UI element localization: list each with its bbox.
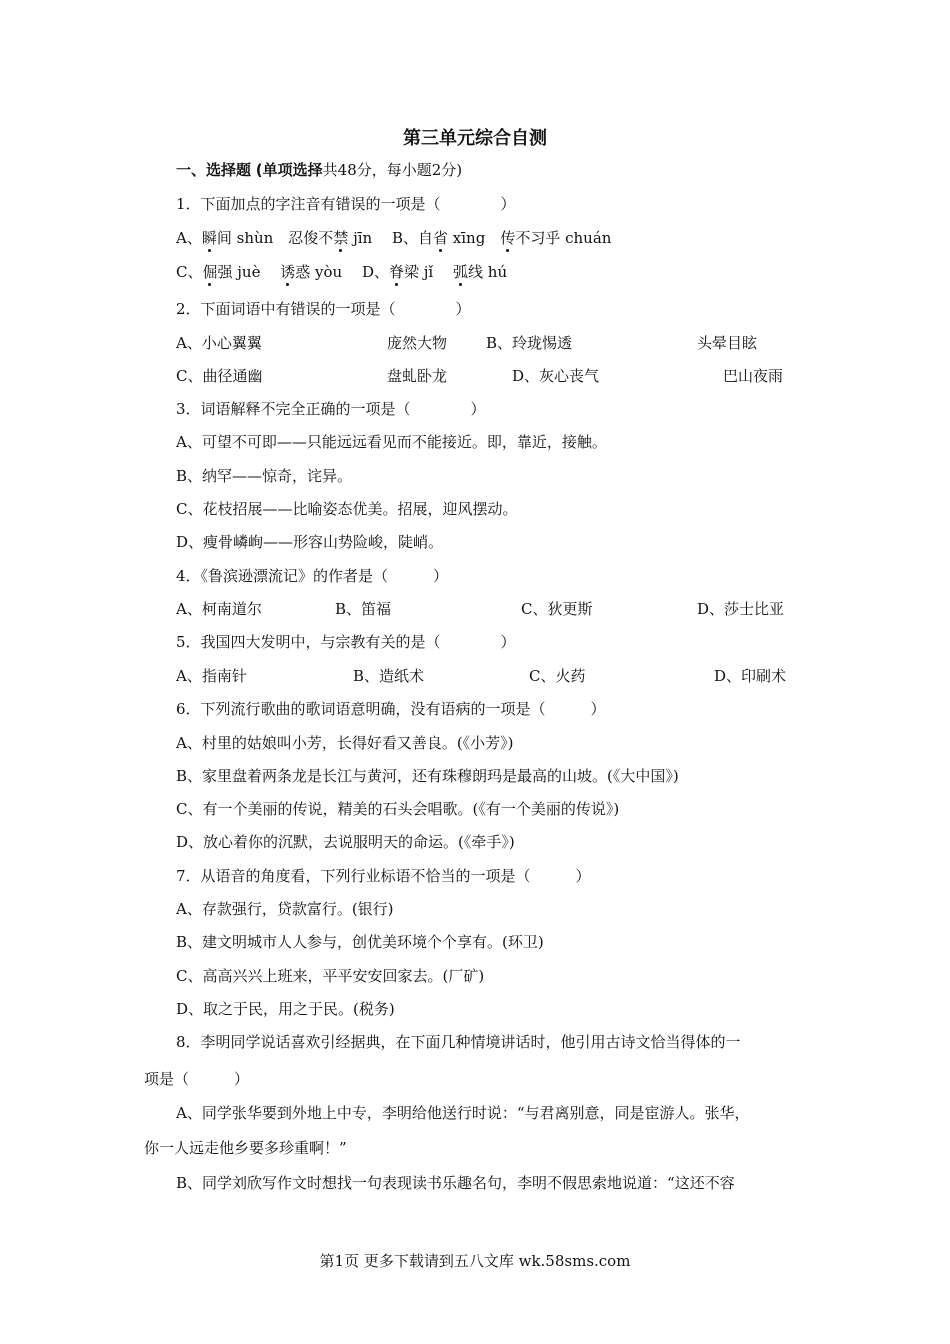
option-text: D、印刷术 <box>714 667 787 685</box>
page-footer: 第1页 更多下载请到五八文库 wk.58sms.com <box>319 1252 631 1270</box>
question-3-option-b: B、纳罕——惊奇，诧异。 <box>176 467 353 485</box>
option-text: 巴山夜雨 <box>723 367 784 385</box>
page-title: 第三单元综合自测 <box>403 128 547 149</box>
option-text: 盘虬卧龙 <box>387 367 448 385</box>
text-fragment: 不习乎 chuán <box>515 229 612 247</box>
text-fragment: 线 hú <box>468 263 508 281</box>
dotted-char: 倔 <box>202 263 218 281</box>
question-6-option-d: D、放心着你的沉默，去说服明天的命运。(《牵手》) <box>176 833 515 851</box>
question-6-stem: 6．下列流行歌曲的歌词语意明确，没有语病的一项是（ ） <box>176 700 606 718</box>
question-3-option-d: D、瘦骨嶙峋——形容山势险峻，陡峭。 <box>176 533 444 551</box>
section-note-bold: (单项选择 <box>255 161 323 179</box>
dotted-char: 省 <box>433 229 449 247</box>
dotted-char: 禁 <box>333 229 349 247</box>
text-fragment: 惑 yòu D、 <box>295 263 389 281</box>
question-5-stem: 5．我国四大发明中，与宗教有关的是（ ） <box>176 633 516 651</box>
question-6-option-c: C、有一个美丽的传说，精美的石头会唱歌。(《有一个美丽的传说》) <box>176 800 620 818</box>
text-fragment: xīng <box>448 229 501 247</box>
question-5-options <box>0 666 950 686</box>
question-8-stem-line-2: 项是（ ） <box>144 1070 250 1088</box>
text-fragment: jīn B、自 <box>348 229 433 247</box>
section-label: 一、选择题 <box>176 161 252 179</box>
option-text: 头晕目眩 <box>697 334 758 352</box>
dotted-char: 脊 <box>388 263 404 281</box>
question-2-row-2 <box>0 366 950 386</box>
dotted-char: 诱 <box>280 263 296 281</box>
option-text: D、灰心丧气 <box>512 367 600 385</box>
option-text: B、玲珑惕透 <box>486 334 573 352</box>
option-text: C、曲径通幽 <box>176 367 263 385</box>
question-6-option-a: A、村里的姑娘叫小芳，长得好看又善良。(《小芳》) <box>176 734 514 752</box>
question-1-option-ab <box>176 228 611 248</box>
text-fragment: C、 <box>176 263 203 281</box>
question-4-options <box>0 599 950 619</box>
question-8-option-a-line-1: A、同学张华要到外地上中专，李明给他送行时说：“与君离别意，同是宦游人。张华， <box>176 1104 750 1122</box>
question-6-option-b: B、家里盘着两条龙是长江与黄河，还有珠穆朗玛是最高的山坡。(《大中国》) <box>176 767 679 785</box>
section-note-rest: 共48分，每小题2分) <box>322 161 463 179</box>
question-8-option-b-line-1: B、同学刘欣写作文时想找一句表现读书乐趣名句，李明不假思索地说道：“这还不容 <box>176 1174 735 1192</box>
question-7-option-b: B、建文明城市人人参与，创优美环境个个享有。(环卫) <box>176 933 544 951</box>
question-2-row-1 <box>0 333 950 353</box>
option-text: C、狄更斯 <box>521 600 593 618</box>
question-3-option-c: C、花枝招展——比喻姿态优美。招展，迎风摆动。 <box>176 500 518 518</box>
option-text: D、莎士比亚 <box>697 600 785 618</box>
dotted-char: 瞬 <box>201 229 217 247</box>
question-8-stem-line-1: 8．李明同学说话喜欢引经据典，在下面几种情境讲话时，他引用古诗文恰当得体的一 <box>176 1033 741 1051</box>
question-7-option-a: A、存款强行，贷款富行。(银行) <box>176 900 394 918</box>
text-fragment: 强 juè <box>217 263 281 281</box>
option-text: C、火药 <box>529 667 586 685</box>
text-fragment: A、 <box>176 229 202 247</box>
question-7-option-d: D、取之于民，用之于民。(税务) <box>176 1000 395 1018</box>
question-1-stem: 1．下面加点的字注音有错误的一项是（ ） <box>176 195 516 213</box>
option-text: 庞然大物 <box>387 334 448 352</box>
text-fragment: 梁 jǐ <box>404 263 453 281</box>
section-heading <box>176 160 462 180</box>
question-2-stem: 2．下面词语中有错误的一项是（ ） <box>176 300 471 318</box>
question-8-option-a-line-2: 你一人远走他乡要多珍重啊！” <box>144 1139 347 1157</box>
text-fragment: 间 shùn 忍俊不 <box>216 229 334 247</box>
question-3-stem: 3．词语解释不完全正确的一项是（ ） <box>176 400 486 418</box>
option-text: A、指南针 <box>176 667 247 685</box>
question-7-option-c: C、高高兴兴上班来，平平安安回家去。(厂矿) <box>176 967 485 985</box>
option-text: A、小心翼翼 <box>176 334 262 352</box>
option-text: B、笛福 <box>335 600 392 618</box>
question-3-option-a: A、可望不可即——只能远远看见而不能接近。即，靠近，接触。 <box>176 433 607 451</box>
dotted-char: 传 <box>500 229 516 247</box>
option-text: A、柯南道尔 <box>176 600 262 618</box>
question-4-stem: 4．《鲁滨逊漂流记》的作者是（ ） <box>176 567 449 585</box>
option-text: B、造纸术 <box>353 667 425 685</box>
dotted-char: 弧 <box>453 263 469 281</box>
question-7-stem: 7．从语音的角度看，下列行业标语不恰当的一项是（ ） <box>176 867 591 885</box>
question-1-option-cd <box>176 262 507 282</box>
